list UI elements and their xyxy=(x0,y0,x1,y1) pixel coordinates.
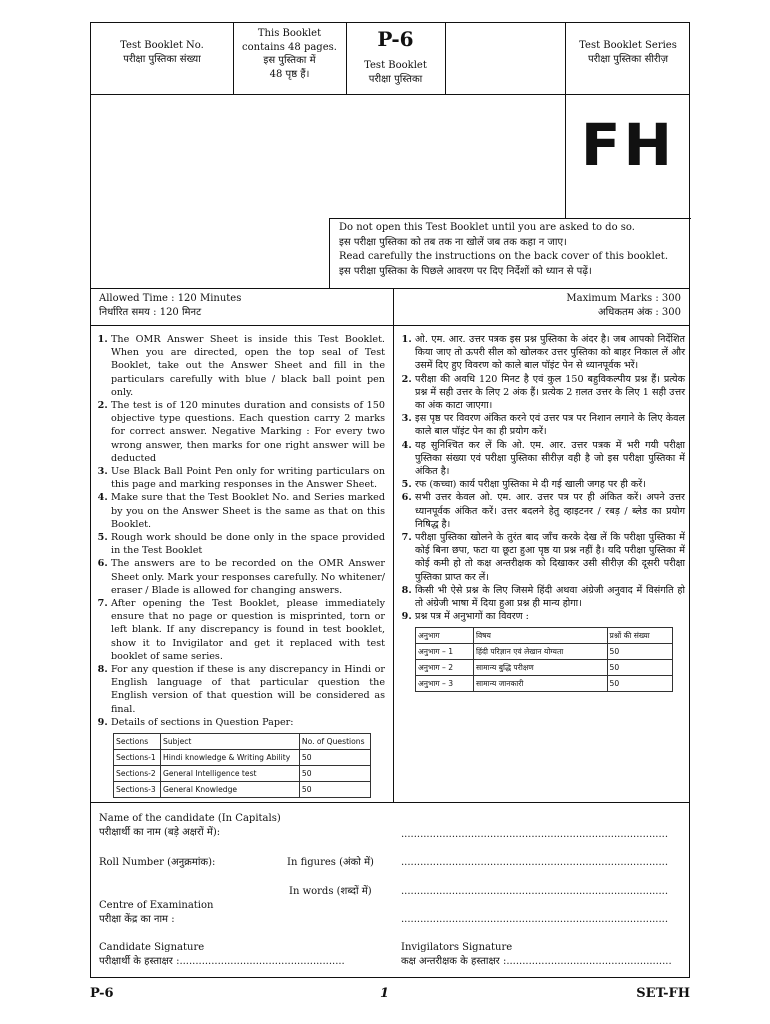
candidate-signature-label: Candidate Signature परीक्षार्थी के हस्ताक्षर :.................................................... xyxy=(99,942,345,967)
table-header: प्रश्नों की संख्या xyxy=(607,628,672,644)
instruction-item-hi: 5. रफ (कच्चा) कार्य परीक्षा पुस्तिका मे दी गई खाली जगह पर ही करें। xyxy=(415,478,685,491)
booklet-frame xyxy=(90,22,690,978)
table-row: अनुभाग – 3 सामान्य जानकारी 50 xyxy=(416,676,673,692)
instruction-item: 8. For any question if these is any discrepancy in Hindi or English language of that particular question the English version of that question will be considered as final. xyxy=(111,663,385,716)
instruction-item: 7. After opening the Test Booklet, please immediately ensure that no page or question is misprinted, torn or left blank. If any discrepancy is found in test booklet, show it to Invigilator and get it replaced with test booklet of same series. xyxy=(111,597,385,663)
paper-code-box xyxy=(346,27,445,86)
table-row: Sections-1 Hindi knowledge & Writing Ability 50 xyxy=(114,750,371,766)
instruction-item: 4. Make sure that the Test Booklet No. and Series marked by you on the Answer Sheet is the same as that on this Booklet. xyxy=(111,491,385,531)
instruction-item-hi: 1. ओ. एम. आर. उत्तर पत्रक इस प्रश्न पुस्तिका के अंदर है। जब आपको निर्देशित किया जाए तो ऊपरी सील को खोलकर उत्तर पुस्तिका को बाहर निकाल लें और उसमें दिए हुए विवरण को काले बाल पॉइंट पेन से ध्यानपूर्वक भरें। xyxy=(415,333,685,373)
footer-set-code: SET-FH xyxy=(636,986,690,1001)
instruction-item: 2. The test is of 120 minutes duration and consists of 150 objective type questions. Each question carry 2 marks for correct answer. Negative Marking : For every two wrong answer, then marks for one right answer will be deducted xyxy=(111,399,385,465)
instruction-item-hi: 3. इस पृष्ठ पर विवरण अंकित करने एवं उत्तर पत्र पर निशान लगाने के लिए केवल काले बाल पॉइंट पेन का ही प्रयोग करें। xyxy=(415,412,685,438)
instruction-item-hi: 7. परीक्षा पुस्तिका खोलने के तुरंत बाद जाँच करके देख लें कि परीक्षा पुस्तिका में कोई बिना छपा, फटा या छूटा हुआ पृष्ठ या प्रश्न नहीं है। यदि परीक्षा पुस्तिका में कोई कमी हो तो कक्ष अन्तरीक्षक को दिखाकर उसी सीरीज़ की दूसरी परीक्षा पुस्तिका प्राप्त कर लें। xyxy=(415,531,685,584)
test-booklet-label: Test Booklet xyxy=(364,60,427,71)
instruction-item: 6. The answers are to be recorded on the OMR Answer Sheet only. Mark your responses carefully. No whitener/ eraser / Blade is allowed for changing answers. xyxy=(111,557,385,597)
instruction-item: 1. The OMR Answer Sheet is inside this Test Booklet. When you are directed, open the top seal of Test Booklet, take out the Answer Sheet and fill in the particulars carefully with blue / black ball point pen only. xyxy=(111,333,385,399)
roll-number-label: Roll Number (अनुक्रमांक): xyxy=(99,857,216,868)
allowed-time: Allowed Time : 120 Minutes निर्धारित समय : 120 मिनट xyxy=(99,293,242,318)
instructions-english xyxy=(97,333,385,798)
table-row: अनुभाग – 1 हिंदी परिज्ञान एवं लेखान योग्यता 50 xyxy=(416,644,673,660)
instruction-item-hi: 6. सभी उत्तर केवल ओ. एम. आर. उत्तर पत्र पर ही अंकित करें। अपने उत्तर ध्यानपूर्वक अंकित करें। उत्तर बदलने हेतु व्हाइटनर / रबड़ / ब्लेड का प्रयोग निषिद्ध है। xyxy=(415,491,685,531)
pages-info: This Booklet contains 48 pages. इस पुस्तिका में 48 पृष्ठ हैं। xyxy=(242,28,337,80)
series-label: Test Booklet Series परीक्षा पुस्तिका सीरीज़ xyxy=(579,40,677,65)
candidate-name-field[interactable]: .................................................................................... xyxy=(401,829,669,840)
invigilator-signature-field[interactable]: .................................................... xyxy=(506,955,672,967)
table-header: Subject xyxy=(161,734,300,750)
table-row: अनुभाग – 2 सामान्य बुद्धि परीक्षण 50 xyxy=(416,660,673,676)
table-row: Sections-2 General Intelligence test 50 xyxy=(114,766,371,782)
maximum-marks: Maximum Marks : 300 अधिकतम अंक : 300 xyxy=(566,293,681,318)
candidate-name-label: Name of the candidate (In Capitals) परीक्षार्थी का नाम (बड़े अक्षरों में): xyxy=(99,813,281,838)
roll-figures-field[interactable]: .................................................................................... xyxy=(401,857,669,868)
table-header: Sections xyxy=(114,734,161,750)
table-header: No. of Questions xyxy=(299,734,370,750)
centre-field[interactable]: .................................................................................... xyxy=(401,914,669,925)
in-words-label: In words (शब्दों में) xyxy=(289,886,372,897)
instruction-item-hi: 9. प्रश्न पत्र में अनुभागों का विवरण : xyxy=(415,610,685,623)
instruction-item: 5. Rough work should be done only in the space provided in the Test Booklet xyxy=(111,531,385,557)
test-booklet-label-hi: परीक्षा पुस्तिका xyxy=(368,73,423,85)
notice-text: Do not open this Test Booklet until you are asked to do so. इस परीक्षा पुस्तिका को तब तक ना खोलें जब तक कहा न जाए। Read carefully the instructions on the back cover of this booklet. इस परीक्षा पुस्तिका के पिछले आवरण पर दिए निर्देशों को ध्यान से पढ़ें। xyxy=(339,222,668,277)
invigilator-signature-label: Invigilators Signature कक्ष अन्तरीक्षक के हस्ताक्षर :.................................................... xyxy=(401,942,672,967)
in-figures-label: In figures (अंको में) xyxy=(287,857,374,868)
instruction-item-hi: 4. यह सुनिश्चित कर लें कि ओ. एम. आर. उत्तर पत्रक में भरी गयी परीक्षा पुस्तिका संख्या एवं परीक्षा पुस्तिका सीरीज़ वही है जो इस परीक्षा पुस्तिका में अंकित है। xyxy=(415,439,685,479)
page-number: 1 xyxy=(380,986,390,1001)
centre-label: Centre of Examination परीक्षा केंद्र का नाम : xyxy=(99,900,214,925)
booklet-no-label: Test Booklet No. परीक्षा पुस्तिका संख्या xyxy=(120,40,204,65)
footer-paper-code: P-6 xyxy=(90,986,114,1001)
series-code: FH xyxy=(580,111,676,179)
table-header: अनुभाग xyxy=(416,628,474,644)
instruction-item: 9. Details of sections in Question Paper: xyxy=(111,716,385,729)
instructions-hindi xyxy=(401,333,685,692)
instruction-item-hi: 2. परीक्षा की अवधि 120 मिनट है एवं कुल 150 बहुविकल्पीय प्रश्न हैं। प्रत्येक प्रश्न में सही उत्तर के लिए 2 अंक हैं। प्रत्येक 2 ग़लत उत्तर के लिए 1 सही उत्तर का अंक काटा जाएगा। xyxy=(415,373,685,413)
paper-code: P-6 xyxy=(377,27,414,51)
sections-table-hindi xyxy=(415,627,673,692)
roll-words-field[interactable]: .................................................................................... xyxy=(401,886,669,897)
table-row: Sections-3 General Knowledge 50 xyxy=(114,782,371,798)
instruction-item: 3. Use Black Ball Point Pen only for writing particulars on this page and marking responses in the Answer Sheet. xyxy=(111,465,385,491)
instruction-item-hi: 8. किसी भी ऐसे प्रश्न के लिए जिसमे हिंदी अथवा अंग्रेजी अनुवाद में विसंगति हो तो अंग्रेजी भाषा में दिया हुआ प्रश्न ही मान्य होगा। xyxy=(415,584,685,610)
table-header: विषय xyxy=(473,628,607,644)
sections-table-english xyxy=(113,733,371,798)
candidate-signature-field[interactable]: .................................................... xyxy=(179,955,345,967)
